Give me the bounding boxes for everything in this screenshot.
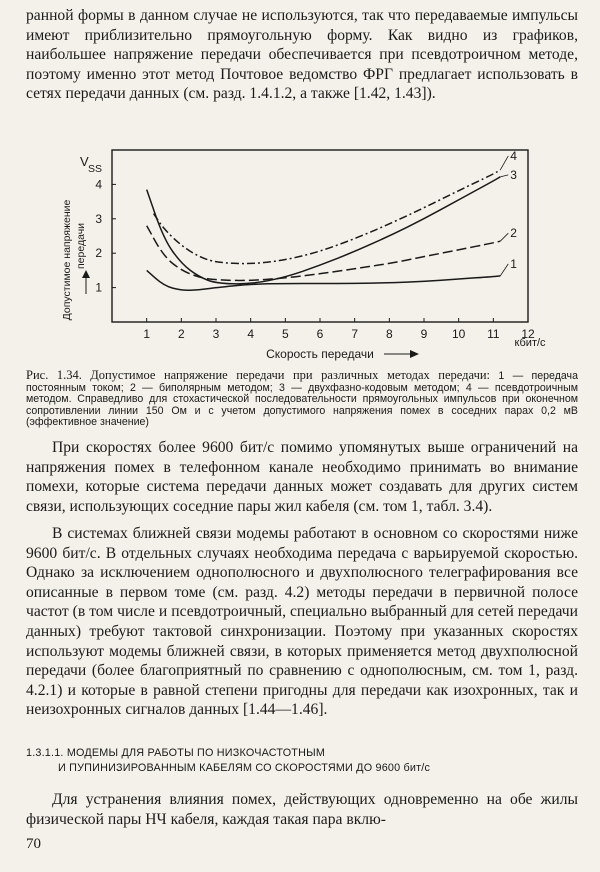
section-title-line2: И ПУПИНИЗИРОВАННЫМ КАБЕЛЯМ СО СКОРОСТЯМИ ДО 9600 бит/с [58, 762, 431, 774]
figure-caption [26, 370, 578, 429]
voltage-chart [0, 148, 600, 368]
y-axis-label-2: передачи [75, 222, 87, 270]
paragraph-2: При скоростях более 9600 бит/с помимо упомянутых выше ограничений на напряжения помех в телефонном канале необходимо принимать во внимание помехи, которые система передачи данных может создавать для других систем связи, использующих соседние пары жил кабеля (см. том 1, табл. 3.4). [26, 439, 578, 515]
x-axis-arrowhead [410, 350, 419, 358]
caption-title: Допустимое напряжение передачи при различных методах передачи: [90, 368, 491, 382]
series-line-4 [154, 170, 501, 264]
x-tick-label: 5 [281, 327, 289, 341]
y-axis-arrowhead [82, 270, 90, 278]
y-unit-label: V [80, 154, 89, 169]
y-tick-label: 3 [95, 211, 102, 226]
caption-body: 1 — передача постоянным током; 2 — биполярным методом; 3 — двухфазно-кодовым методом; 4 — псевдотроичным методом. Справедливо для стохастической последовательности прямоугольных импульсов при оконечном сопротивлении линии 150 Ом и с учетом допустимого напряжения помех в соседних парах 0,2 мВ (эффективное значение) [26, 370, 578, 429]
y-tick-label: 4 [95, 177, 102, 192]
x-tick-label: 6 [316, 327, 324, 341]
series-label-4: 4 [510, 148, 517, 163]
series-leader-1 [500, 264, 508, 276]
y-tick-label: 1 [95, 280, 102, 295]
x-tick-label: 7 [351, 327, 359, 341]
x-tick-label: 3 [212, 327, 220, 341]
x-tick-label: 10 [451, 327, 466, 341]
series-line-2 [147, 226, 501, 281]
x-axis-label: Скорость передачи [266, 347, 374, 361]
x-tick-label: 12 [521, 327, 535, 341]
x-tick-label: 4 [247, 327, 255, 341]
y-unit-subscript: SS [88, 163, 103, 175]
x-unit-label: кбит/с [514, 337, 546, 349]
y-axis-label: Допустимое напряжение [61, 199, 73, 321]
top-paragraph: ранной формы в данном случае не используются, так что передаваемые импульсы имеют приблизительно прямоугольную форму. Как видно из графиков, наибольшее напряжение передачи обеспечивается при псевдотроичном методе, поэтому именно этот метод Почтовое ведомство ФРГ предлагает использовать в сетях передачи данных (см. разд. 1.4.1.2, а также [1.42, 1.43]). [26, 7, 578, 103]
series-line-3 [147, 177, 501, 284]
section-number: 1.3.1.1. [26, 747, 64, 759]
series-label-3: 3 [510, 167, 517, 182]
series-leader-2 [500, 233, 508, 241]
x-tick-label: 11 [487, 327, 500, 341]
x-tick-label: 9 [420, 327, 428, 341]
x-tick-label: 2 [177, 327, 185, 341]
x-tick-label: 8 [385, 327, 393, 341]
paragraph-4: Для устранения влияния помех, действующих одновременно на обе жилы физической пары НЧ кабеля, каждая такая пара вклю- [26, 791, 578, 828]
section-title-line1: МОДЕМЫ ДЛЯ РАБОТЫ ПО НИЗКОЧАСТОТНЫМ [66, 747, 326, 759]
x-tick-label: 1 [143, 327, 151, 341]
page-number: 70 [26, 836, 41, 852]
caption-label: Рис. 1.34. [26, 368, 82, 382]
series-leader-3 [500, 175, 508, 177]
series-label-2: 2 [510, 226, 517, 241]
section-heading [26, 746, 586, 776]
series-leader-4 [500, 156, 508, 170]
series-label-1: 1 [510, 256, 517, 271]
paragraph-3: В системах ближней связи модемы работают в основном со скоростями ниже 9600 бит/с. В отдельных случаях необходима передача с варьируемой скоростью. Однако за исключением однополюсного и двухполюсного телеграфирования все описанные в первом томе (см. разд. 4.2) методы передачи в первичной полосе частот (в том числе и псевдотроичный, специально выбранный для сетей передачи данных) требуют тактовой синхронизации. Поэтому при указанных скоростях используют модемы ближней связи, в которых применяется метод двухполюсной передачи (более благоприятный по сравнению с однополюсным, см. том 1, разд. 4.2.1) и которые в равной степени пригодны для передачи как изохронных, так и неизохронных сигналов данных [1.44—1.46]. [26, 525, 578, 719]
y-tick-label: 2 [95, 246, 102, 261]
plot-frame [112, 150, 528, 322]
